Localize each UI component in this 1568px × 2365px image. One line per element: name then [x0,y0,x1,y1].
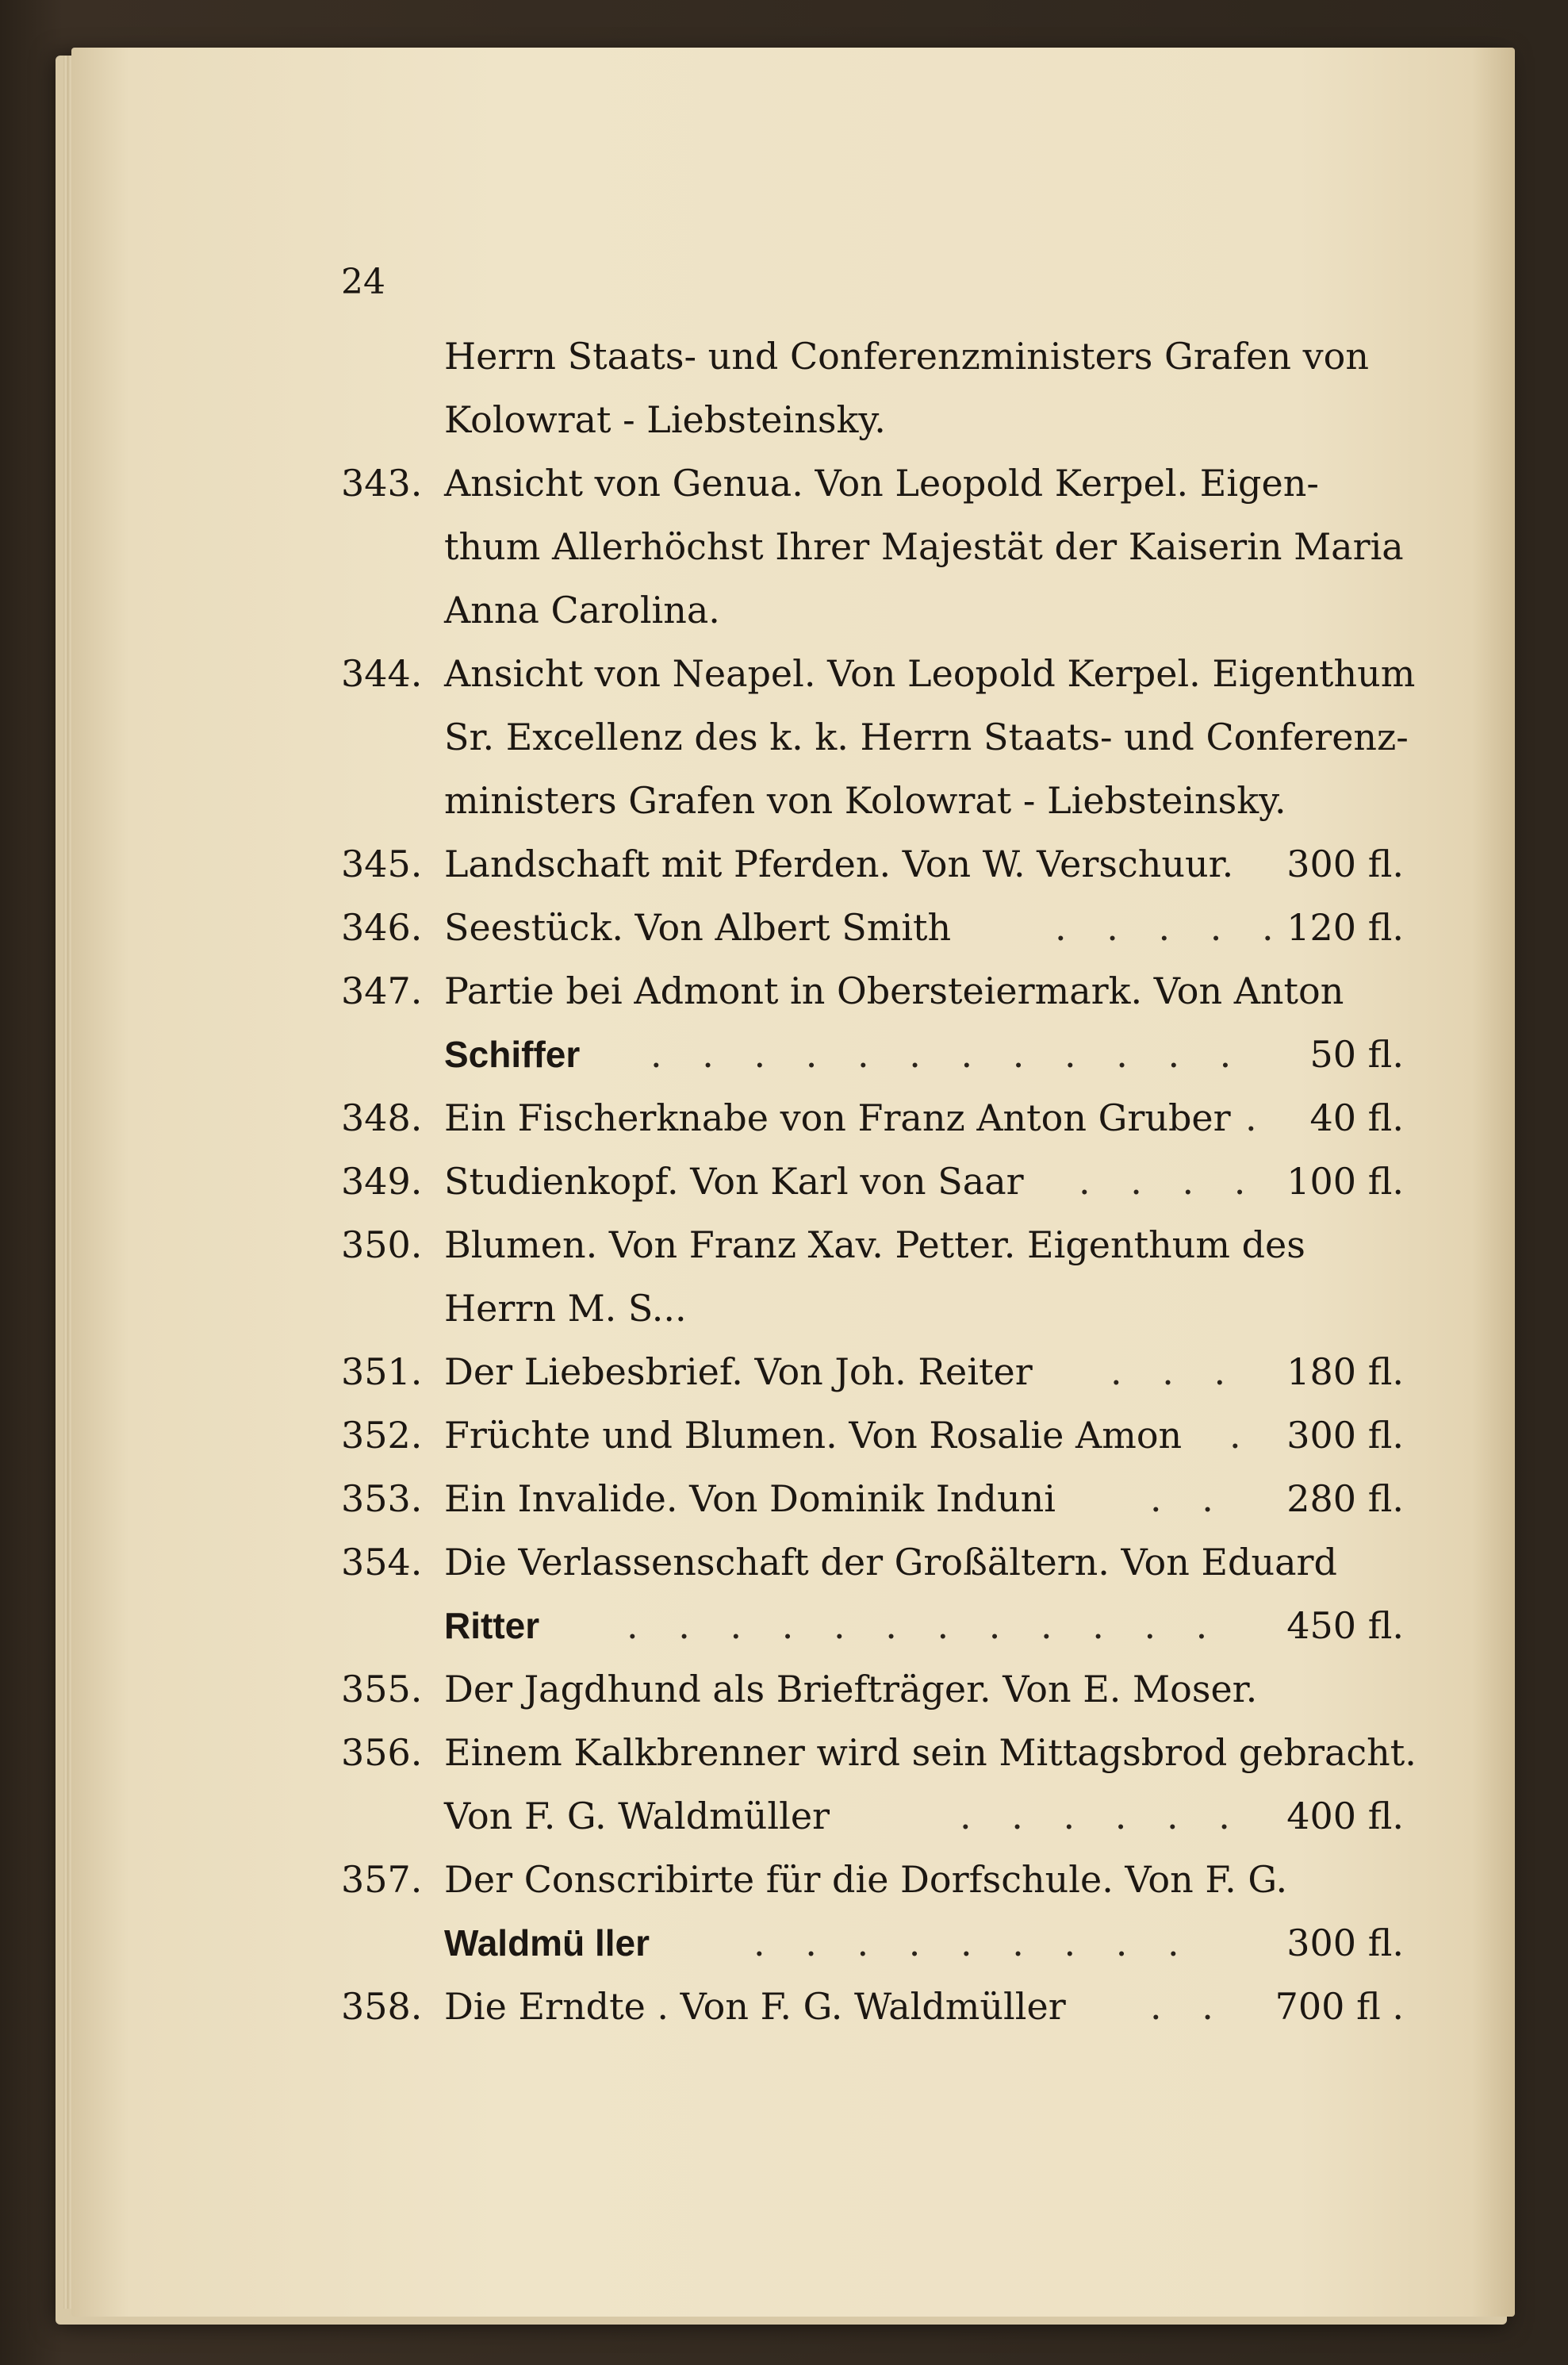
entry-number: 352. [341,1414,423,1457]
entry-349 [341,1158,1404,1204]
entry-343-cont-1 [341,524,1404,570]
entry-number: 348. [341,1096,423,1139]
leader-dots: . . . . [1079,1160,1260,1203]
entry-347-cont [341,1031,1404,1077]
entry-price: 50 fl. [1309,1033,1404,1076]
entry-price: 120 fl. [1286,906,1404,949]
entry-continuation: thum Allerhöchst Ihrer Majestät der Kaiserin Maria [444,525,1404,568]
entry-350 [341,1222,1404,1268]
entry-text: Studienkopf. Von Karl von Saar [444,1160,1024,1203]
entry-price: 400 fl. [1286,1795,1404,1837]
leader-dots: . . . . . . [960,1795,1244,1837]
leader-dots: . [1245,1096,1271,1139]
leader-dots: . . . . . . . . . . . . [650,1033,1246,1076]
entry-number: 353. [341,1477,423,1520]
entry-345 [341,841,1404,887]
entry-356 [341,1730,1417,1776]
intro-line-1 [341,333,1404,379]
entry-text: Der Jagdhund als Briefträger. Von E. Moser. [444,1668,1258,1710]
entry-343 [341,460,1404,506]
entry-continuation: ministers Grafen von Kolowrat - Liebsteinsky. [444,779,1286,822]
entry-354 [341,1539,1404,1585]
entry-number: 356. [341,1731,423,1774]
entry-text: Landschaft mit Pferden. Von W. Verschuur. [444,843,1234,885]
entry-text: Einem Kalkbrenner wird sein Mittagsbrod gebracht. [444,1731,1417,1774]
entry-355 [341,1666,1404,1712]
entry-text: Die Erndte . Von F. G. Waldmüller [444,1985,1066,2028]
entry-357 [341,1856,1404,1902]
entry-artist: Waldmü ller [444,1922,650,1964]
entry-price: 40 fl. [1309,1096,1404,1139]
entry-353 [341,1476,1404,1522]
entry-text: Der Conscribirte für die Dorfschule. Von F. G. [444,1858,1288,1901]
leader-dots: . . [1150,1985,1228,2028]
entry-price: 180 fl. [1286,1350,1404,1393]
entry-344 [341,651,1416,697]
leader-dots: . . . . . . . . . . . . [627,1604,1222,1647]
page-number: 24 [341,262,385,302]
entry-number: 351. [341,1350,423,1393]
entry-price: 100 fl. [1286,1160,1404,1203]
entry-price: 280 fl. [1286,1477,1404,1520]
entry-continuation: Sr. Excellenz des k. k. Herrn Staats- und Conferenz- [444,716,1409,758]
entry-354-cont [341,1603,1404,1649]
entry-text: Ein Fischerknabe von Franz Anton Gruber [444,1096,1231,1139]
entry-text: Ansicht von Neapel. Von Leopold Kerpel. Eigenthum [444,652,1416,695]
leader-dots: . [1229,1414,1256,1457]
entry-continuation: Von F. G. Waldmüller [444,1795,830,1837]
leader-dots: . . . [1110,1350,1240,1393]
entry-number: 354. [341,1541,423,1584]
entry-358 [341,1983,1404,2029]
entry-text: Partie bei Admont in Obersteiermark. Von Anton [444,969,1344,1012]
entry-text: Ein Invalide. Von Dominik Induni [444,1477,1056,1520]
entry-number: 345. [341,843,423,885]
entries-list [341,333,1417,2047]
entry-text: Blumen. Von Franz Xav. Petter. Eigenthum des [444,1223,1305,1266]
entry-357-cont [341,1920,1404,1966]
entry-text: Der Liebesbrief. Von Joh. Reiter [444,1350,1033,1393]
entry-344-cont-2 [341,777,1404,824]
entry-356-cont [341,1793,1404,1839]
entry-price: 700 fl . [1275,1985,1404,2028]
entry-350-cont [341,1285,1404,1331]
entry-number: 355. [341,1668,423,1710]
entry-343-cont-2 [341,587,1404,633]
entry-number: 347. [341,969,423,1012]
entry-number: 350. [341,1223,423,1266]
entry-text: Früchte und Blumen. Von Rosalie Amon [444,1414,1183,1457]
entry-price: 300 fl. [1286,843,1404,885]
entry-number: 343. [341,462,423,505]
entry-number: 358. [341,1985,423,2028]
entry-price: 300 fl. [1286,1922,1404,1964]
entry-number: 349. [341,1160,423,1203]
intro-text-2: Kolowrat - Liebsteinsky. [444,398,886,441]
entry-continuation: Anna Carolina. [444,589,720,632]
entry-348 [341,1095,1404,1141]
entry-price: 300 fl. [1286,1414,1404,1457]
entry-continuation: Herrn M. S... [444,1287,687,1330]
leader-dots: . . . . . . . . . [753,1922,1194,1964]
leader-dots: . . [1150,1477,1228,1520]
leader-dots: . . . . . [1055,906,1288,949]
intro-text-1: Herrn Staats- und Conferenzministers Grafen von [444,335,1369,378]
entry-number: 346. [341,906,423,949]
entry-artist: Ritter [444,1605,540,1646]
intro-line-2 [341,397,1404,443]
entry-number: 344. [341,652,423,695]
entry-347 [341,968,1404,1014]
entry-346 [341,904,1404,950]
entry-text: Seestück. Von Albert Smith [444,906,952,949]
entry-artist: Schiffer [444,1034,581,1075]
entry-price: 450 fl. [1286,1604,1404,1647]
entry-352 [341,1412,1404,1458]
entry-351 [341,1349,1404,1395]
entry-text: Die Verlassenschaft der Großältern. Von Eduard [444,1541,1337,1584]
entry-number: 357. [341,1858,423,1901]
entry-text: Ansicht von Genua. Von Leopold Kerpel. Eigen- [444,462,1319,505]
entry-344-cont-1 [341,714,1409,760]
